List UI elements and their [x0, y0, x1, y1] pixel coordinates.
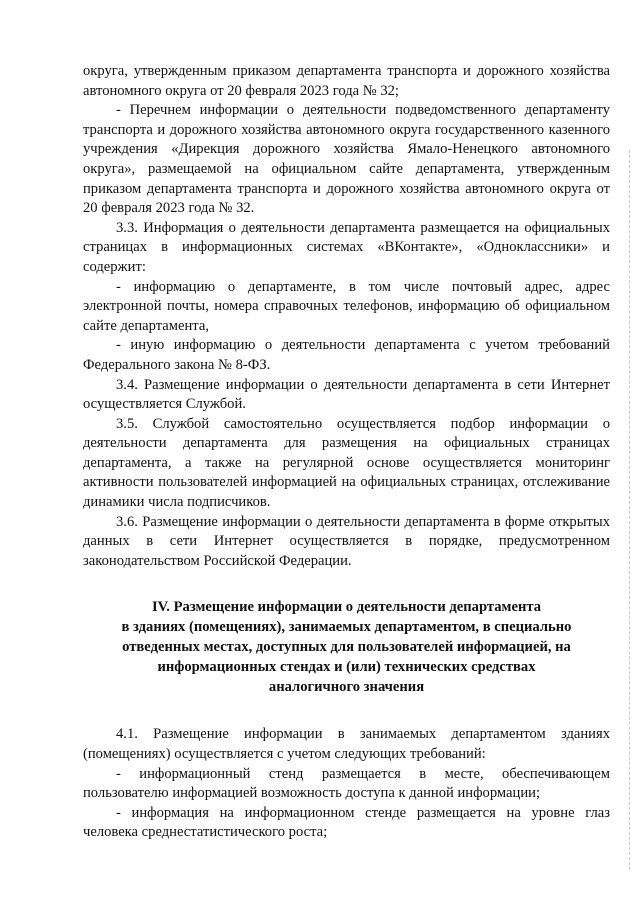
paragraph: - информацию о департаменте, в том числе почтовый адрес, адрес электронной почты, номера справочных телефонов, информацию об официальном сайте департамента,: [83, 278, 610, 334]
section-heading: [83, 598, 610, 697]
section-heading-line: информационных стендах и (или) технических средствах: [157, 658, 536, 675]
paragraph: 3.3. Информация о деятельности департамента размещается на официальных страницах в информационных системах «ВКонтакте», «Одноклассники» и содержит:: [83, 219, 610, 275]
paragraph: округа, утвержденным приказом департамента транспорта и дорожного хозяйства автономного округа от 20 февраля 2023 года № 32;: [83, 63, 610, 99]
paragraph: - Перечнем информации о деятельности подведомственного департаменту транспорта и дорожного хозяйства автономного округа государственного казенного учреждения «Дирекция дорожного хозяйства Ямало-Ненецкого автономного округа», размещаемой на официальном сайте департамента, утвержденным приказом департамента транспорта и дорожного хозяйства автономного округа от 20 февраля 2023 года № 32.: [83, 102, 610, 217]
paragraph: 3.6. Размещение информации о деятельности департамента в форме открытых данных в сети Интернет осуществляется в порядке, предусмотренном законодательством Российской Федерации.: [83, 513, 610, 569]
paragraph: 3.5. Службой самостоятельно осуществляется подбор информации о деятельности департамента для размещения на официальных страницах департамента, а также на регулярной основе осуществляется мониторинг активности пользователей информацией на официальных страницах, отслеживание динамики числа подписчиков.: [83, 415, 610, 511]
paragraph: - информация на информационном стенде размещается на уровне глаз человека среднестатистического роста;: [83, 804, 610, 841]
document-page: [83, 62, 610, 843]
section-heading-line: аналогичного значения: [268, 678, 425, 695]
paragraph: - иную информацию о деятельности департамента с учетом требований Федерального закона № 8-ФЗ.: [83, 337, 610, 373]
paragraph: 4.1. Размещение информации в занимаемых департаментом зданиях (помещениях) осуществляется с учетом следующих требований:: [83, 726, 610, 763]
paragraph: 3.4. Размещение информации о деятельности департамента в сети Интернет осуществляется Службой.: [83, 376, 610, 413]
paragraph: - информационный стенд размещается в месте, обеспечивающем пользователю информацией возможность доступа к данной информации;: [83, 765, 610, 802]
section-heading-line: в зданиях (помещениях), занимаемых департаментом, в специально: [121, 619, 572, 636]
section-heading-line: IV. Размещение информации о деятельности департамента: [151, 599, 542, 616]
scan-edge-mark: [629, 150, 630, 870]
section-heading-line: отведенных местах, доступных для пользователей информацией, на: [122, 639, 571, 656]
